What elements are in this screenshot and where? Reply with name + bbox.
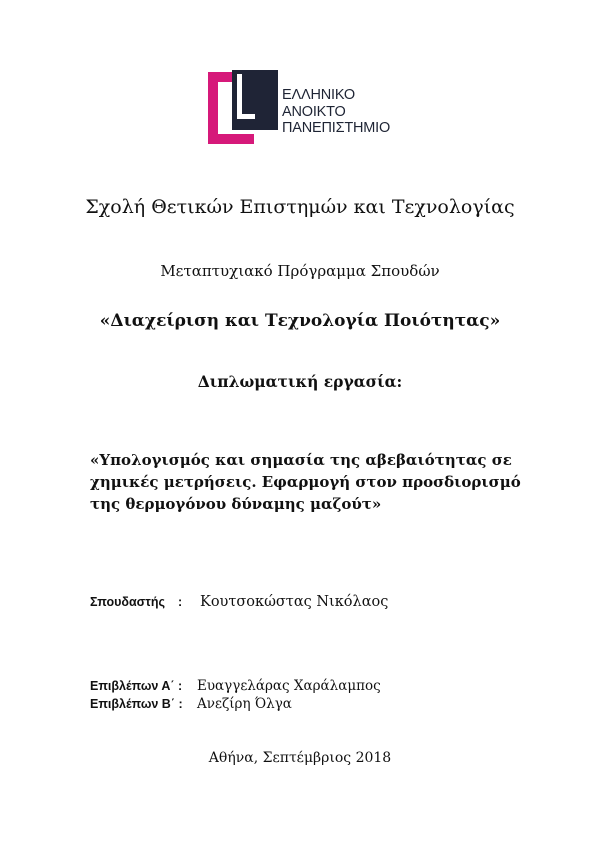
logo-line-2: ΑΝΟΙΚΤΟ — [282, 103, 346, 120]
logo-line-3: ΠΑΝΕΠΙΣΤΗΜΙΟ — [282, 120, 391, 136]
program-name: Μεταπτυχιακό Πρόγραμμα Σπουδών — [160, 262, 440, 280]
supervisor-row-b — [90, 696, 292, 712]
student-row — [90, 594, 388, 610]
thesis-title-line-2: χημικές μετρήσεις. Εφαρμογή στον προσδιορισμό — [90, 473, 521, 491]
school-name: Σχολή Θετικών Επιστημών και Τεχνολογίας — [85, 196, 515, 218]
supervisor-a-name: Ευαγγελάρας Χαράλαμπος — [197, 678, 381, 694]
university-logo — [206, 70, 402, 146]
supervisor-b-label: Επιβλέπων Β΄ : — [90, 697, 183, 711]
thesis-title-line-1: «Υπολογισμός και σημασία της αβεβαιότητας σε — [90, 451, 512, 469]
supervisor-b-name: Ανεζίρη Όλγα — [197, 696, 292, 712]
thesis-label: Διπλωματική εργασία: — [197, 372, 403, 391]
program-title: «Διαχείριση και Τεχνολογία Ποιότητας» — [99, 311, 501, 331]
date-place: Αθήνα, Σεπτέμβριος 2018 — [208, 750, 392, 766]
thesis-title — [90, 449, 521, 515]
supervisor-a-label: Επιβλέπων Α΄ : — [90, 679, 183, 693]
student-label: Σπουδαστής — [90, 595, 165, 609]
thesis-title-line-3: της θερμογόνου δύναμης μαζούτ» — [90, 495, 382, 513]
student-name: Κουτσοκώστας Νικόλαος — [200, 594, 389, 610]
logo-mark-icon — [206, 70, 282, 146]
logo-line-1: ΕΛΛΗΝΙΚΟ — [282, 87, 355, 103]
supervisor-row-a — [90, 678, 381, 694]
student-colon: : — [178, 595, 183, 609]
logo-wordmark — [282, 87, 390, 137]
